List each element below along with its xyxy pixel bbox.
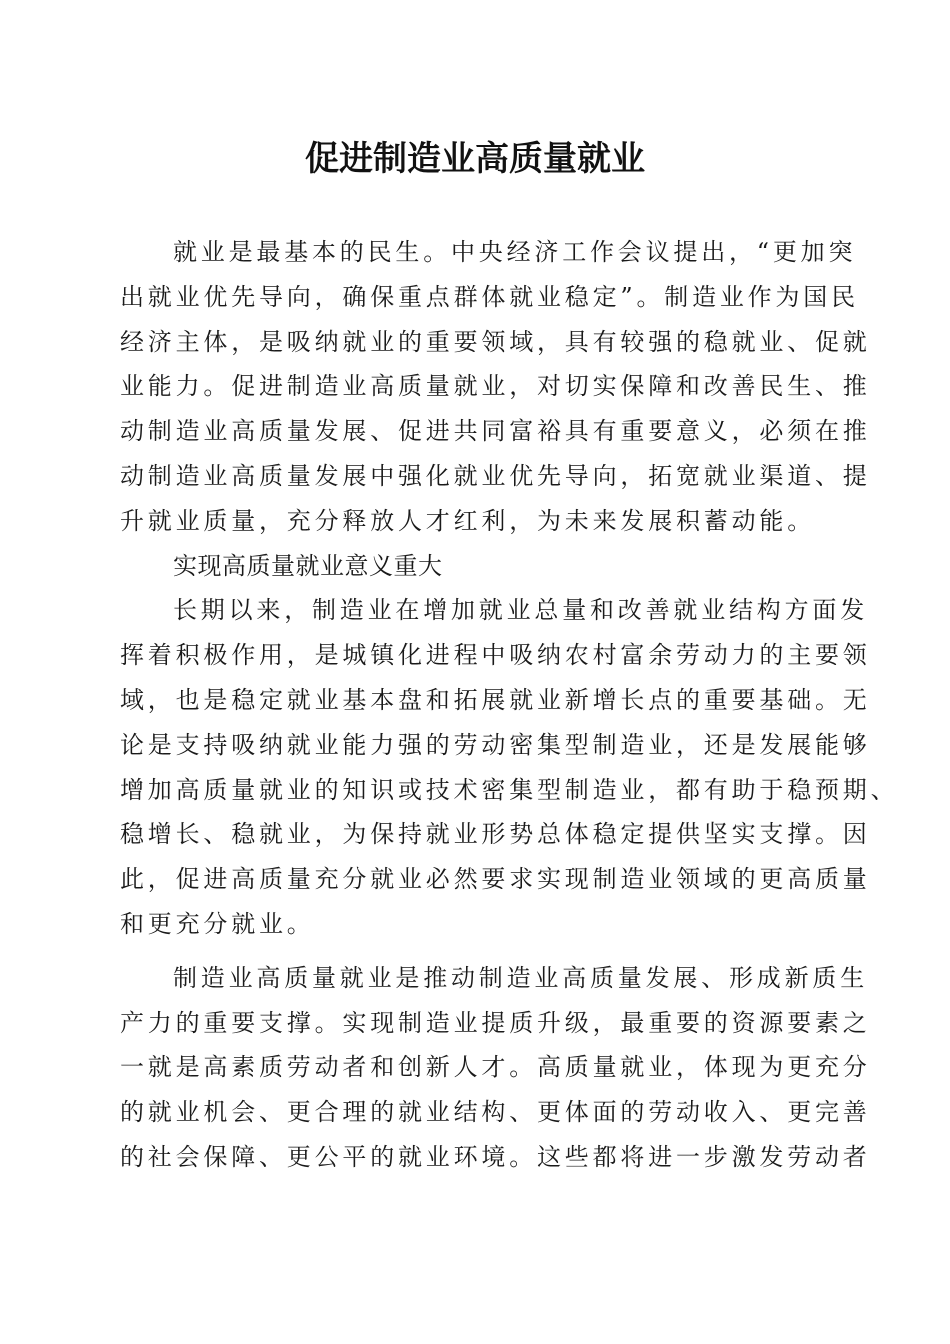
text-line: 增加高质量就业的知识或技术密集型制造业，都有助于稳预期、	[120, 775, 899, 804]
text-line: 论是支持吸纳就业能力强的劳动密集型制造业，还是发展能够	[120, 730, 871, 759]
text-line: 业能力。促进制造业高质量就业，对切实保障和改善民生、推	[120, 372, 871, 401]
section-heading-text: 实现高质量就业意义重大	[173, 551, 443, 580]
text-line: 域，也是稳定就业基本盘和拓展就业新增长点的重要基础。无	[120, 685, 871, 714]
section-heading	[120, 544, 832, 589]
paragraph-spacer	[120, 947, 832, 956]
text-line: 经济主体，是吸纳就业的重要领域，具有较强的稳就业、促就	[120, 327, 871, 356]
text-line: 动制造业高质量发展、促进共同富裕具有重要意义，必须在推	[120, 417, 871, 446]
text-line: 一就是高素质劳动者和创新人才。高质量就业，体现为更充分	[120, 1053, 871, 1082]
text-line: 制造业高质量就业是推动制造业高质量发展、形成新质生	[173, 963, 868, 992]
text-line: 的社会保障、更公平的就业环境。这些都将进一步激发劳动者	[120, 1142, 871, 1171]
text-line: 长期以来，制造业在增加就业总量和改善就业结构方面发	[173, 596, 868, 625]
paragraph-significance	[120, 588, 899, 946]
paragraph-support	[120, 956, 871, 1180]
text-line: 就业是最基本的民生。中央经济工作会议提出，“更加突	[173, 238, 857, 266]
text-line: 此，促进高质量充分就业必然要求实现制造业领域的更高质量	[120, 865, 871, 894]
page-title: 促进制造业高质量就业	[305, 139, 645, 179]
text-line: 出就业优先导向，确保重点群体就业稳定”。制造业作为国民	[120, 282, 859, 311]
text-line: 产力的重要支撑。实现制造业提质升级，最重要的资源要素之	[120, 1008, 871, 1037]
paragraph-intro	[120, 230, 871, 544]
document-body	[120, 230, 899, 1180]
text-line: 挥着积极作用，是城镇化进程中吸纳农村富余劳动力的主要领	[120, 641, 871, 670]
text-line: 稳增长、稳就业，为保持就业形势总体稳定提供坚实支撑。因	[120, 820, 871, 849]
text-line: 的就业机会、更合理的就业结构、更体面的劳动收入、更完善	[120, 1098, 871, 1127]
text-line: 和更充分就业。	[120, 909, 315, 938]
text-line: 动制造业高质量发展中强化就业优先导向，拓宽就业渠道、提	[120, 461, 871, 490]
text-line: 升就业质量，充分释放人才红利，为未来发展积蓄动能。	[120, 506, 815, 535]
